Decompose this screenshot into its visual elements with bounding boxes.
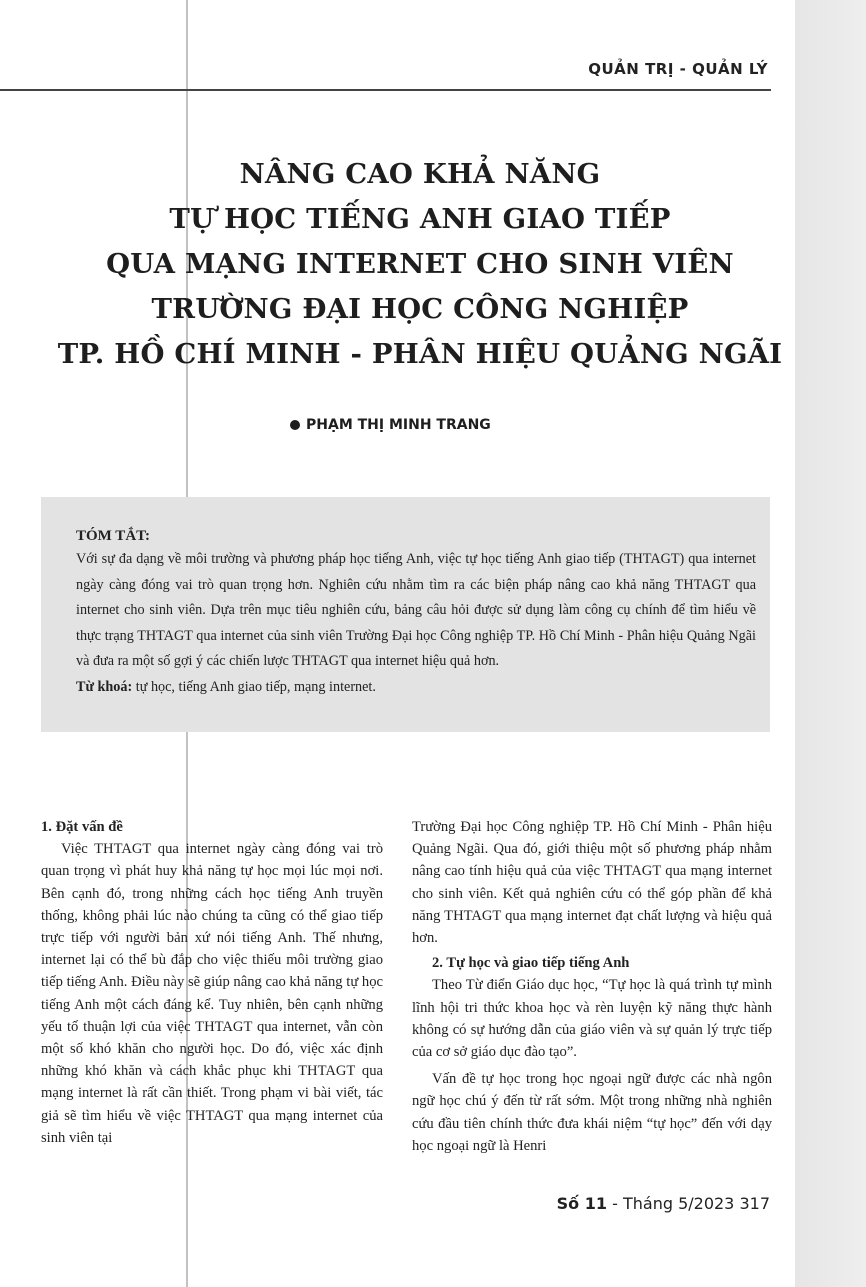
body-column-right xyxy=(412,816,772,1157)
keywords xyxy=(76,675,756,701)
section-2-paragraph-2: Vấn đề tự học trong học ngoại ngữ được các nhà ngôn ngữ học chú ý đến từ rất sớm. Một trong những nhà nghiên cứu đầu tiên chính thức đưa khái niệm “tự học” đến với dạy học ngoại ngữ là Henri xyxy=(412,1071,772,1154)
section-1-paragraph-continued: Trường Đại học Công nghiệp TP. Hồ Chí Minh - Phân hiệu Quảng Ngãi. Qua đó, giới thiệu một số phương pháp nhằm nâng cao tính hiệu quả của việc THTAGT qua mạng internet cho sinh viên. Kết quả nghiên cứu có thể góp phần để khả năng THTAGT qua mạng internet đạt chất lượng và hiệu quả hơn. xyxy=(412,819,772,947)
issue-number: Số 11 xyxy=(556,1194,608,1213)
article-title xyxy=(40,152,800,377)
section-header: QUẢN TRỊ - QUẢN LÝ xyxy=(588,60,768,78)
page-footer xyxy=(557,1194,770,1213)
title-line: TRƯỜNG ĐẠI HỌC CÔNG NGHIỆP xyxy=(151,293,689,325)
title-line: NÂNG CAO KHẢ NĂNG xyxy=(239,158,601,190)
title-line: TỰ HỌC TIẾNG ANH GIAO TIẾP xyxy=(169,203,671,235)
keywords-text: tự học, tiếng Anh giao tiếp, mạng internet. xyxy=(132,678,376,695)
page-edge-strip xyxy=(795,0,866,1287)
body-column-left xyxy=(41,816,383,1149)
section-2-paragraph-1: Theo Từ điển Giáo dục học, “Tự học là quá trình tự mình lĩnh hội tri thức khoa học và rèn luyện kỹ năng thực hành không có sự hướng dẫn của giáo viên và sự quản lý trực tiếp của cơ sở giáo dục đào tạo”. xyxy=(412,977,772,1061)
author-line xyxy=(290,417,491,433)
section-1-heading: 1. Đặt vấn đề xyxy=(41,819,123,835)
section-2-heading: 2. Tự học và giao tiếp tiếng Anh xyxy=(432,955,630,972)
issue-month: Tháng 5/2023 xyxy=(622,1194,735,1213)
footer-separator: - xyxy=(607,1194,623,1213)
keywords-label: Từ khoá: xyxy=(76,678,133,695)
abstract-body: Với sự đa dạng về môi trường và phương pháp học tiếng Anh, việc tự học tiếng Anh giao tiếp (THTAGT) qua internet ngày càng đóng vai trò quan trọng hơn. Nghiên cứu nhằm tìm ra các biện pháp nâng cao khả năng THTAGT qua internet cho sinh viên. Dựa trên mục tiêu nghiên cứu, bảng câu hỏi được sử dụng làm công cụ chính để tìm hiểu về thực trạng THTAGT qua internet của sinh viên Trường Đại học Công nghiệp TP. Hồ Chí Minh - Phân hiệu Quảng Ngãi và đưa ra một số gợi ý các chiến lược THTAGT qua internet hiệu quả hơn. xyxy=(76,551,756,669)
title-line: TP. HỒ CHÍ MINH - PHÂN HIỆU QUẢNG NGÃI xyxy=(57,338,783,370)
bullet-icon xyxy=(290,420,300,430)
abstract-heading: TÓM TẮT: xyxy=(76,528,151,544)
abstract-content xyxy=(76,525,756,700)
title-line: QUA MẠNG INTERNET CHO SINH VIÊN xyxy=(106,248,734,280)
header-rule xyxy=(0,89,771,91)
page-number: 317 xyxy=(739,1194,770,1213)
author-name: PHẠM THỊ MINH TRANG xyxy=(306,417,491,433)
abstract-box xyxy=(41,497,770,732)
section-1-paragraph: Việc THTAGT qua internet ngày càng đóng vai trò quan trọng vì phát huy khả năng tự học mọi lúc mọi nơi. Bên cạnh đó, trong những cách học tiếng Anh truyền thống, không phải lúc nào chúng ta cũng có thể giao tiếp trực tiếp với người bản xứ nói tiếng Anh. Thế nhưng, internet lại có thể bù đắp cho việc thiếu môi trường giao tiếp tiếng Anh. Điều này sẽ giúp nâng cao khả năng tự học tiếng Anh một cách đáng kể. Tuy nhiên, bên cạnh những yếu tố thuận lợi của việc THTAGT qua internet, vẫn còn một số khó khăn cho người học. Do đó, việc xác định những khó khăn và cách khắc phục khi THTAGT qua mạng internet là rất cần thiết. Trong phạm vi bài viết, tác giả sẽ tìm hiểu về việc THTAGT qua mạng internet của sinh viên tại xyxy=(41,841,383,1146)
